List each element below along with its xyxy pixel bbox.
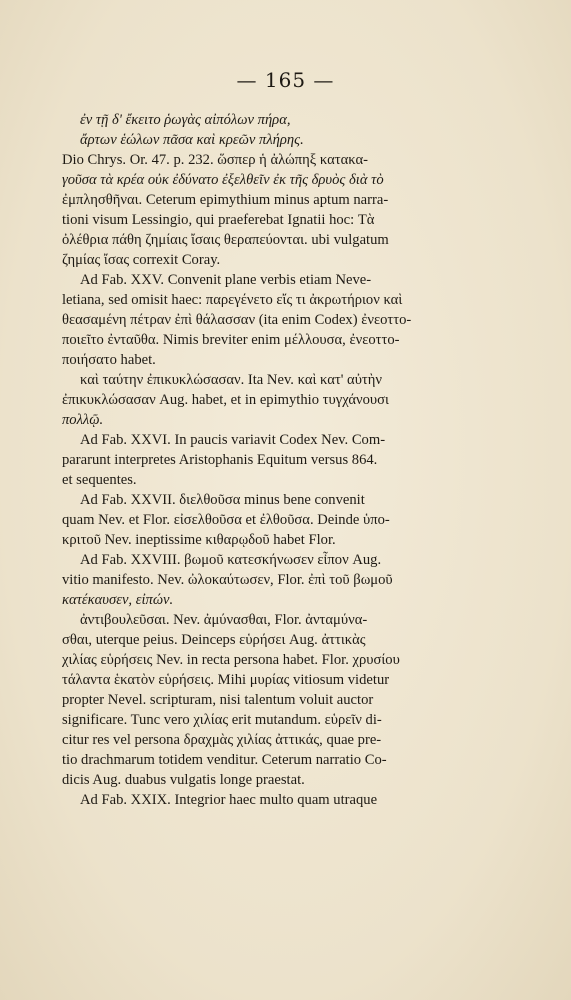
- text-line: Ad Fab. XXVI. In paucis variavit Codex Nev. Com-: [80, 432, 386, 448]
- text-line: ἐν τῇ δ' ἔκειτο ῥωγὰς αἰπόλων πήρα,: [80, 112, 291, 128]
- text-line: ἐμπλησθῆναι. Ceterum epimythium minus aptum narra-: [62, 192, 389, 208]
- text-line: ἀντιβουλεῦσαι. Nev. ἀμύνασθαι, Flor. ἀνταμύνα-: [80, 612, 368, 628]
- text-line: ζημίας ἴσας correxit Coray.: [62, 252, 221, 268]
- text-line: ὀλέθρια πάθη ζημίαις ἴσαις θεραπεύονται. ubi vulgatum: [62, 232, 389, 248]
- text-line: γοῦσα τὰ κρέα οὐκ ἐδύνατο ἐξελθεῖν ἐκ τῆς δρυὸς διὰ τὸ: [62, 172, 384, 188]
- text-line: vitio manifesto. Nev. ὠλοκαύτωσεν, Flor. ἐπὶ τοῦ βωμοῦ: [62, 572, 393, 588]
- text-line: ποιεῖτο ἐνταῦθα. Nimis breviter enim μέλλουσα, ἐνεοττο-: [62, 332, 400, 348]
- text-line: χιλίας εὑρήσεις Nev. in recta persona habet. Flor. χρυσίου: [62, 652, 400, 668]
- text-line: quam Nev. et Flor. εἰσελθοῦσα et ἐλθοῦσα. Deinde ὑπο-: [62, 512, 390, 528]
- text-line: significare. Tunc vero χιλίας erit mutandum. εὑρεῖν di-: [62, 712, 382, 728]
- text-line: tio drachmarum totidem venditur. Ceterum narratio Co-: [62, 752, 387, 768]
- text-line: κατέκαυσεν, εἰπών.: [62, 592, 174, 608]
- text-line: et sequentes.: [62, 472, 137, 488]
- text-line: ἐπικυκλώσασαν Aug. habet, et in epimythio τυγχάνουσι: [62, 392, 389, 408]
- text-line: Ad Fab. XXVII. διελθοῦσα minus bene convenit: [80, 492, 365, 508]
- text-line: propter Nevel. scripturam, nisi talentum voluit auctor: [62, 692, 374, 708]
- text-line: κριτοῦ Nev. ineptissime κιθαρῳδοῦ habet Flor.: [62, 532, 336, 548]
- page-number: — 165 —: [236, 68, 335, 92]
- commentary-text: [62, 110, 532, 810]
- text-line: Ad Fab. XXIX. Integrior haec multo quam utraque: [80, 792, 378, 808]
- text-line: pararunt interpretes Aristophanis Equitum versus 864.: [62, 452, 378, 468]
- text-line: θεασαμένη πέτραν ἐπὶ θάλασσαν (ita enim Codex) ἐνεοττο-: [62, 312, 412, 328]
- text-line: πολλῷ.: [62, 412, 104, 428]
- text-line: Ad Fab. XXVIII. βωμοῦ κατεσκήνωσεν εἶπον Aug.: [80, 552, 382, 568]
- text-line: letiana, sed omisit haec: παρεγένετο εἴς τι ἀκρωτήριον καὶ: [62, 292, 403, 308]
- text-line: ποιήσατο habet.: [62, 352, 156, 368]
- text-line: σθαι, uterque peius. Deinceps εὑρήσει Aug. ἀττικὰς: [62, 632, 366, 648]
- text-line: tioni visum Lessingio, qui praeferebat Ignatii hoc: Τὰ: [62, 212, 375, 228]
- text-line: citur res vel persona δραχμὰς χιλίας ἀττικάς, quae pre-: [62, 732, 382, 748]
- text-line: Dio Chrys. Or. 47. p. 232. ὥσπερ ἡ ἀλώπηξ κατακα-: [62, 152, 369, 168]
- text-line: Ad Fab. XXV. Convenit plane verbis etiam Neve-: [80, 272, 372, 288]
- text-line: dicis Aug. duabus vulgatis longe praestat.: [62, 772, 305, 788]
- text-line: καὶ ταύτην ἐπικυκλώσασαν. Ita Nev. καὶ κατ' αὐτὴν: [80, 372, 383, 388]
- text-line: τάλαντα ἑκατὸν εὑρήσεις. Mihi μυρίας vitiosum videtur: [62, 672, 390, 688]
- text-line: ἄρτων ἑώλων πᾶσα καὶ κρεῶν πλήρης.: [80, 132, 304, 148]
